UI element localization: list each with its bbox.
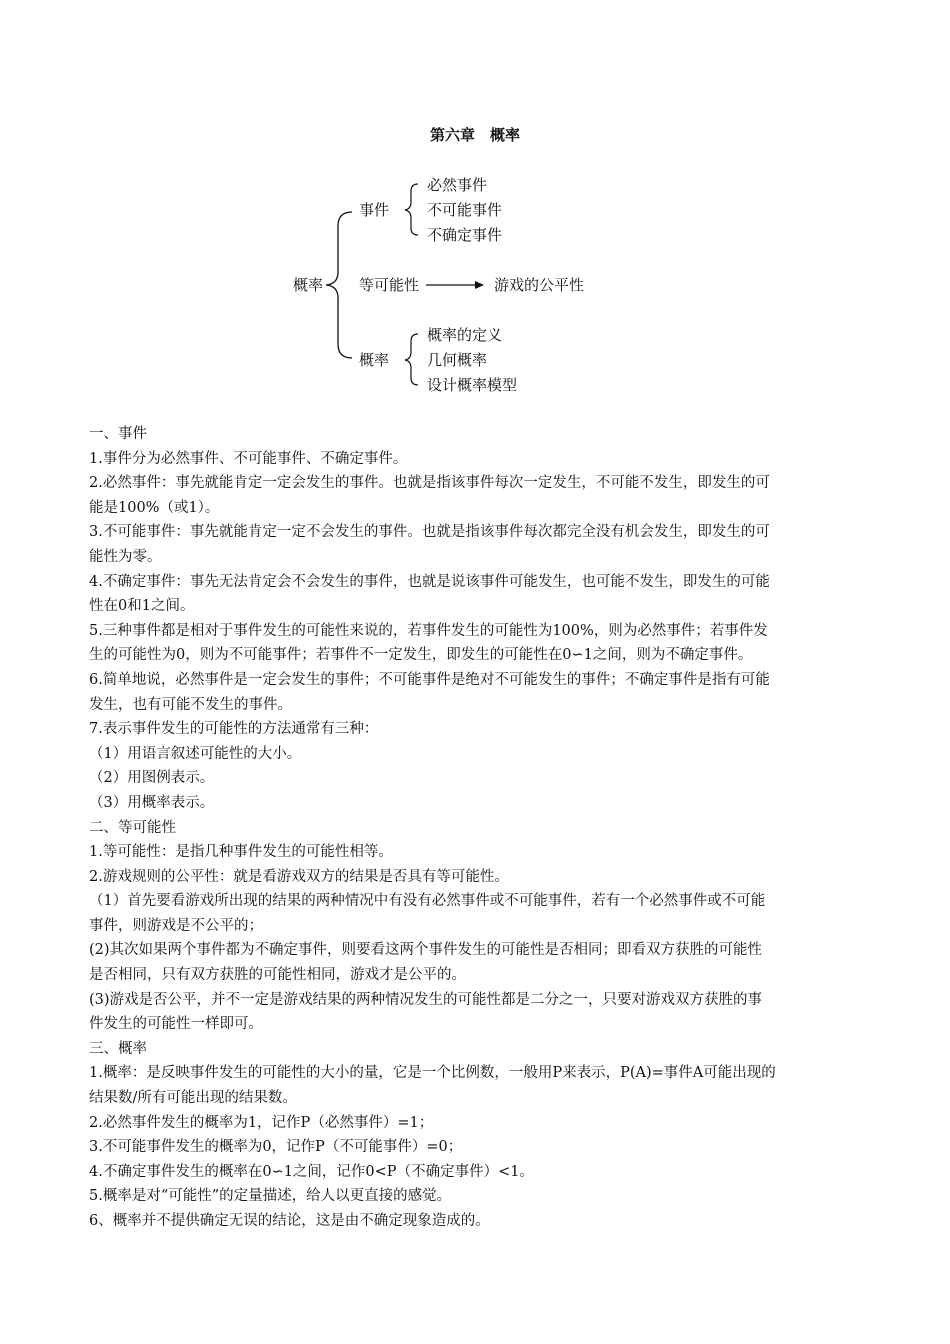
branch-prob-label: 概率 [359, 351, 390, 369]
diagram-root: 概率 [293, 276, 324, 294]
text-line: 4.不确定事件发生的概率在0∽1之间，记作0<P（不确定事件）<1。 [89, 1163, 534, 1180]
branch-events-item: 必然事件 [427, 176, 488, 194]
section-heading: 一、事件 [89, 426, 147, 442]
text-line: 结果数/所有可能出现的结果数。 [89, 1090, 297, 1107]
branch-prob-item: 设计概率模型 [427, 376, 518, 394]
branch-events-label: 事件 [359, 201, 390, 219]
section-heading: 二、等可能性 [89, 819, 176, 836]
text-line: 能是100%（或1）。 [89, 499, 220, 516]
text-line: （1）首先要看游戏所出现的结果的两种情况中有没有必然事件或不可能事件，若有一个必然事件或不可能 [89, 893, 766, 910]
body-text [89, 422, 869, 1234]
branch-equal-target: 游戏的公平性 [494, 276, 585, 294]
concept-diagram [0, 0, 950, 420]
text-line: 6、概率并不提供确定无误的结论，这是由不确定现象造成的。 [89, 1213, 490, 1229]
text-line: （1）用语言叙述可能性的大小。 [89, 745, 302, 762]
text-line: 能性为零。 [89, 548, 162, 565]
text-line: 7.表示事件发生的可能性的方法通常有三种： [89, 721, 379, 738]
text-line: 5.概率是对“可能性”的定量描述，给人以更直接的感觉。 [89, 1188, 452, 1205]
text-line: 发生，也有可能不发生的事件。 [89, 696, 292, 713]
branch-prob-item: 几何概率 [427, 351, 488, 369]
text-line: (2)其次如果两个事件都为不确定事件，则要看这两个事件发生的可能性是否相同；即看双方获胜的可能性 [89, 942, 763, 959]
text-line: 1.概率：是反映事件发生的可能性的大小的量，它是一个比例数，一般用P来表示，P(A)=事件A可能出现的 [89, 1065, 776, 1082]
text-line: 件发生的可能性一样即可。 [89, 1016, 263, 1033]
text-line: (3)游戏是否公平，并不一定是游戏结果的两种情况发生的可能性都是二分之一，只要对游戏双方获胜的事 [89, 991, 763, 1008]
text-line: （3）用概率表示。 [89, 794, 215, 811]
text-line: 1.等可能性：是指几种事件发生的可能性相等。 [89, 844, 393, 861]
text-line: 3.不可能事件：事先就能肯定一定不会发生的事件。也就是指该事件每次都完全没有机会发生，即发生的可 [89, 524, 770, 541]
text-line: 2.必然事件：事先就能肯定一定会发生的事件。也就是指该事件每次一定发生，不可能不发生，即发生的可 [89, 475, 770, 492]
text-line: 2.游戏规则的公平性：就是看游戏双方的结果是否具有等可能性。 [89, 868, 509, 885]
text-line: 3.不可能事件发生的概率为0，记作P（不可能事件）=0； [89, 1139, 463, 1156]
branch-equal-label: 等可能性 [359, 276, 420, 294]
branch-prob-item: 概率的定义 [427, 326, 503, 344]
text-line: （2）用图例表示。 [89, 770, 215, 787]
text-line: 是否相同，只有双方获胜的可能性相同，游戏才是公平的。 [89, 967, 466, 984]
text-line: 生的可能性为0，则为不可能事件；若事件不一定发生，即发生的可能性在0∽1之间，则为不确定事件。 [89, 647, 753, 664]
text-line: 4.不确定事件：事先无法肯定会不会发生的事件，也就是说该事件可能发生，也可能不发生，即发生的可能 [89, 573, 770, 590]
branch-events-item: 不可能事件 [427, 201, 503, 219]
text-line: 6.简单地说，必然事件是一定会发生的事件；不可能事件是绝对不可能发生的事件；不确定事件是指有可能 [89, 671, 770, 688]
text-line: 2.必然事件发生的概率为1，记作P（必然事件）=1； [89, 1114, 434, 1131]
text-line: 1.事件分为必然事件、不可能事件、不确定事件。 [89, 450, 408, 467]
branch-events-item: 不确定事件 [427, 226, 503, 244]
section-heading: 三、概率 [89, 1040, 147, 1057]
page-title: 第六章 概率 [429, 126, 520, 144]
text-line: 性在0和1之间。 [89, 598, 195, 615]
text-line: 事件，则游戏是不公平的； [89, 917, 263, 934]
text-line: 5.三种事件都是相对于事件发生的可能性来说的，若事件发生的可能性为100%，则为必然事件；若事件发 [89, 622, 768, 639]
